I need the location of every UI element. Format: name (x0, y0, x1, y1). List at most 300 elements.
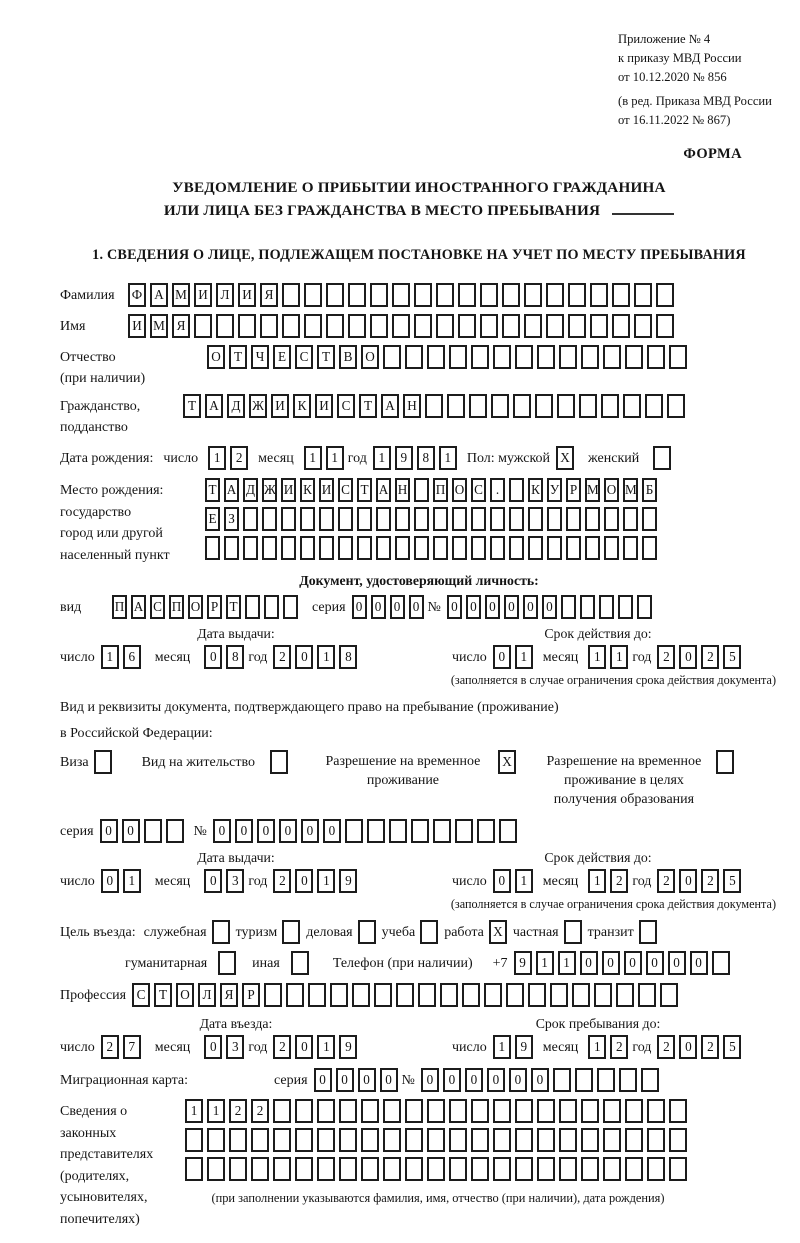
char-box[interactable]: 1 (317, 645, 335, 669)
char-box[interactable] (490, 507, 505, 531)
char-box[interactable]: 7 (123, 1035, 141, 1059)
char-box[interactable] (273, 1128, 291, 1152)
char-box[interactable]: 0 (485, 595, 500, 619)
char-box[interactable]: 1 (588, 869, 606, 893)
char-box[interactable] (669, 345, 687, 369)
char-box[interactable] (484, 983, 502, 1007)
char-box[interactable] (528, 536, 543, 560)
char-box[interactable] (229, 1128, 247, 1152)
char-box[interactable]: 1 (439, 446, 457, 470)
char-box[interactable] (645, 394, 663, 418)
char-box[interactable] (572, 983, 590, 1007)
char-box[interactable]: И (194, 283, 212, 307)
char-box[interactable] (669, 1099, 687, 1123)
char-box[interactable] (216, 314, 234, 338)
char-box[interactable] (642, 507, 657, 531)
char-box[interactable] (348, 283, 366, 307)
char-box[interactable]: П (112, 595, 127, 619)
char-box[interactable]: 2 (610, 869, 628, 893)
char-box[interactable]: З (224, 507, 239, 531)
char-box[interactable] (295, 1099, 313, 1123)
char-box[interactable] (361, 1157, 379, 1181)
char-box[interactable] (264, 595, 279, 619)
char-box[interactable] (581, 345, 599, 369)
char-box[interactable]: 2 (251, 1099, 269, 1123)
char-box[interactable] (205, 536, 220, 560)
char-box[interactable] (339, 1099, 357, 1123)
char-box[interactable] (506, 983, 524, 1007)
char-box[interactable] (427, 1128, 445, 1152)
char-box[interactable] (338, 536, 353, 560)
char-box[interactable] (561, 595, 576, 619)
char-box[interactable]: 0 (690, 951, 708, 975)
char-box[interactable]: 2 (273, 645, 291, 669)
char-box[interactable] (568, 314, 586, 338)
char-box[interactable] (361, 1099, 379, 1123)
char-box[interactable]: 0 (531, 1068, 549, 1092)
char-box[interactable] (509, 536, 524, 560)
char-box[interactable]: Е (273, 345, 291, 369)
business-checkbox[interactable] (358, 920, 376, 944)
char-box[interactable]: 8 (339, 645, 357, 669)
char-box[interactable]: Л (216, 283, 234, 307)
char-box[interactable] (537, 1099, 555, 1123)
char-box[interactable]: Д (227, 394, 245, 418)
char-box[interactable] (264, 983, 282, 1007)
char-box[interactable]: 0 (122, 819, 140, 843)
char-box[interactable] (166, 819, 184, 843)
char-box[interactable] (490, 536, 505, 560)
char-box[interactable] (273, 1157, 291, 1181)
char-box[interactable]: Д (243, 478, 258, 502)
char-box[interactable] (414, 283, 432, 307)
char-box[interactable] (425, 394, 443, 418)
char-box[interactable]: М (623, 478, 638, 502)
char-box[interactable]: 8 (417, 446, 435, 470)
char-box[interactable] (491, 394, 509, 418)
char-box[interactable] (546, 283, 564, 307)
char-box[interactable] (405, 345, 423, 369)
char-box[interactable] (641, 1068, 659, 1092)
char-box[interactable] (603, 1157, 621, 1181)
char-box[interactable]: 0 (352, 595, 367, 619)
char-box[interactable]: 6 (123, 645, 141, 669)
char-box[interactable]: 1 (610, 645, 628, 669)
char-box[interactable]: 0 (380, 1068, 398, 1092)
char-box[interactable]: Ф (128, 283, 146, 307)
char-box[interactable]: 0 (443, 1068, 461, 1092)
char-box[interactable] (194, 314, 212, 338)
char-box[interactable]: 0 (257, 819, 275, 843)
char-box[interactable] (251, 1157, 269, 1181)
char-box[interactable]: О (176, 983, 194, 1007)
char-box[interactable]: 0 (602, 951, 620, 975)
char-box[interactable]: Я (220, 983, 238, 1007)
char-box[interactable]: 0 (358, 1068, 376, 1092)
char-box[interactable]: 1 (515, 869, 533, 893)
char-box[interactable]: 2 (273, 1035, 291, 1059)
char-box[interactable] (260, 314, 278, 338)
char-box[interactable] (469, 394, 487, 418)
char-box[interactable] (477, 819, 495, 843)
char-box[interactable] (637, 595, 652, 619)
char-box[interactable]: 9 (514, 951, 532, 975)
char-box[interactable] (405, 1157, 423, 1181)
char-box[interactable] (559, 1128, 577, 1152)
char-box[interactable]: 9 (395, 446, 413, 470)
char-box[interactable] (509, 507, 524, 531)
char-box[interactable] (669, 1157, 687, 1181)
char-box[interactable] (471, 1128, 489, 1152)
char-box[interactable] (300, 507, 315, 531)
char-box[interactable] (411, 819, 429, 843)
char-box[interactable] (317, 1128, 335, 1152)
char-box[interactable] (370, 314, 388, 338)
char-box[interactable]: Т (183, 394, 201, 418)
char-box[interactable] (559, 1099, 577, 1123)
char-box[interactable] (537, 345, 555, 369)
char-box[interactable] (625, 345, 643, 369)
char-box[interactable]: Ч (251, 345, 269, 369)
char-box[interactable]: . (490, 478, 505, 502)
char-box[interactable] (447, 394, 465, 418)
char-box[interactable]: С (295, 345, 313, 369)
char-box[interactable] (594, 983, 612, 1007)
char-box[interactable] (433, 507, 448, 531)
char-box[interactable]: 9 (339, 869, 357, 893)
char-box[interactable] (207, 1128, 225, 1152)
char-box[interactable] (634, 283, 652, 307)
char-box[interactable] (144, 819, 162, 843)
char-box[interactable] (634, 314, 652, 338)
char-box[interactable]: А (150, 283, 168, 307)
char-box[interactable] (601, 394, 619, 418)
char-box[interactable] (281, 536, 296, 560)
char-box[interactable]: Т (154, 983, 172, 1007)
char-box[interactable]: 0 (295, 1035, 313, 1059)
char-box[interactable] (656, 314, 674, 338)
char-box[interactable] (537, 1157, 555, 1181)
char-box[interactable]: Т (229, 345, 247, 369)
char-box[interactable]: С (132, 983, 150, 1007)
char-box[interactable] (647, 1128, 665, 1152)
char-box[interactable]: 2 (701, 1035, 719, 1059)
char-box[interactable]: 1 (588, 1035, 606, 1059)
char-box[interactable] (528, 983, 546, 1007)
char-box[interactable] (319, 507, 334, 531)
char-box[interactable]: К (528, 478, 543, 502)
char-box[interactable] (603, 345, 621, 369)
char-box[interactable] (427, 1099, 445, 1123)
char-box[interactable] (493, 1099, 511, 1123)
char-box[interactable]: 0 (213, 819, 231, 843)
char-box[interactable]: 1 (558, 951, 576, 975)
char-box[interactable] (559, 1157, 577, 1181)
char-box[interactable] (625, 1099, 643, 1123)
char-box[interactable] (286, 983, 304, 1007)
char-box[interactable]: А (224, 478, 239, 502)
char-box[interactable] (535, 394, 553, 418)
char-box[interactable]: К (300, 478, 315, 502)
char-box[interactable] (480, 283, 498, 307)
char-box[interactable] (414, 478, 429, 502)
char-box[interactable]: 2 (657, 1035, 675, 1059)
char-box[interactable] (427, 345, 445, 369)
char-box[interactable] (647, 1099, 665, 1123)
char-box[interactable] (414, 536, 429, 560)
char-box[interactable]: 0 (523, 595, 538, 619)
study-checkbox[interactable] (420, 920, 438, 944)
char-box[interactable] (575, 1068, 593, 1092)
char-box[interactable] (229, 1157, 247, 1181)
char-box[interactable] (282, 283, 300, 307)
char-box[interactable]: 0 (279, 819, 297, 843)
char-box[interactable] (524, 283, 542, 307)
char-box[interactable] (547, 536, 562, 560)
char-box[interactable]: А (376, 478, 391, 502)
char-box[interactable] (395, 507, 410, 531)
humanitarian-checkbox[interactable] (218, 951, 236, 975)
char-box[interactable]: П (433, 478, 448, 502)
char-box[interactable] (515, 1128, 533, 1152)
char-box[interactable] (304, 283, 322, 307)
char-box[interactable]: 2 (273, 869, 291, 893)
temporary-residence-checkbox[interactable]: X (498, 750, 516, 774)
char-box[interactable] (625, 1128, 643, 1152)
char-box[interactable] (604, 507, 619, 531)
char-box[interactable] (436, 283, 454, 307)
char-box[interactable]: 0 (466, 595, 481, 619)
char-box[interactable] (603, 1099, 621, 1123)
char-box[interactable]: О (207, 345, 225, 369)
char-box[interactable] (395, 536, 410, 560)
char-box[interactable]: Т (317, 345, 335, 369)
char-box[interactable] (712, 951, 730, 975)
char-box[interactable] (352, 983, 370, 1007)
char-box[interactable] (553, 1068, 571, 1092)
char-box[interactable] (361, 1128, 379, 1152)
char-box[interactable]: 5 (723, 869, 741, 893)
char-box[interactable] (625, 1157, 643, 1181)
char-box[interactable]: 5 (723, 645, 741, 669)
female-checkbox[interactable] (653, 446, 671, 470)
char-box[interactable]: 1 (317, 869, 335, 893)
char-box[interactable] (612, 283, 630, 307)
char-box[interactable] (414, 507, 429, 531)
char-box[interactable]: С (338, 478, 353, 502)
char-box[interactable] (493, 1157, 511, 1181)
char-box[interactable]: 1 (208, 446, 226, 470)
char-box[interactable]: 0 (323, 819, 341, 843)
char-box[interactable] (449, 1157, 467, 1181)
char-box[interactable] (524, 314, 542, 338)
char-box[interactable]: 0 (235, 819, 253, 843)
char-box[interactable]: 0 (100, 819, 118, 843)
char-box[interactable] (243, 507, 258, 531)
char-box[interactable]: 0 (421, 1068, 439, 1092)
char-box[interactable] (616, 983, 634, 1007)
char-box[interactable] (458, 314, 476, 338)
char-box[interactable] (308, 983, 326, 1007)
char-box[interactable] (590, 283, 608, 307)
char-box[interactable]: 0 (301, 819, 319, 843)
char-box[interactable] (660, 983, 678, 1007)
char-box[interactable] (452, 536, 467, 560)
char-box[interactable] (458, 283, 476, 307)
char-box[interactable]: 0 (204, 645, 222, 669)
char-box[interactable] (383, 1128, 401, 1152)
char-box[interactable]: Е (205, 507, 220, 531)
char-box[interactable] (455, 819, 473, 843)
char-box[interactable]: Т (205, 478, 220, 502)
char-box[interactable]: И (128, 314, 146, 338)
char-box[interactable] (414, 314, 432, 338)
char-box[interactable] (462, 983, 480, 1007)
char-box[interactable]: С (150, 595, 165, 619)
char-box[interactable]: 1 (536, 951, 554, 975)
char-box[interactable] (449, 345, 467, 369)
char-box[interactable] (647, 345, 665, 369)
char-box[interactable] (300, 536, 315, 560)
char-box[interactable]: 0 (371, 595, 386, 619)
char-box[interactable]: 0 (204, 1035, 222, 1059)
char-box[interactable]: 0 (509, 1068, 527, 1092)
temporary-residence-education-checkbox[interactable] (716, 750, 734, 774)
char-box[interactable]: М (150, 314, 168, 338)
tourism-checkbox[interactable] (282, 920, 300, 944)
char-box[interactable] (405, 1099, 423, 1123)
char-box[interactable] (493, 345, 511, 369)
char-box[interactable] (515, 1157, 533, 1181)
char-box[interactable]: 0 (504, 595, 519, 619)
char-box[interactable] (502, 314, 520, 338)
char-box[interactable] (376, 507, 391, 531)
char-box[interactable] (515, 345, 533, 369)
char-box[interactable]: С (337, 394, 355, 418)
char-box[interactable] (452, 507, 467, 531)
char-box[interactable] (262, 536, 277, 560)
char-box[interactable]: Я (260, 283, 278, 307)
char-box[interactable]: 2 (230, 446, 248, 470)
char-box[interactable] (392, 283, 410, 307)
char-box[interactable]: 1 (185, 1099, 203, 1123)
char-box[interactable]: 1 (101, 645, 119, 669)
char-box[interactable] (647, 1157, 665, 1181)
char-box[interactable] (623, 394, 641, 418)
char-box[interactable]: Н (395, 478, 410, 502)
char-box[interactable]: 0 (624, 951, 642, 975)
char-box[interactable] (317, 1157, 335, 1181)
char-box[interactable]: 0 (295, 645, 313, 669)
char-box[interactable] (580, 595, 595, 619)
char-box[interactable] (238, 314, 256, 338)
char-box[interactable]: 1 (304, 446, 322, 470)
char-box[interactable]: И (319, 478, 334, 502)
char-box[interactable] (376, 536, 391, 560)
char-box[interactable]: А (131, 595, 146, 619)
char-box[interactable]: 0 (314, 1068, 332, 1092)
char-box[interactable]: 0 (493, 869, 511, 893)
char-box[interactable]: 0 (487, 1068, 505, 1092)
char-box[interactable] (440, 983, 458, 1007)
char-box[interactable]: Ж (262, 478, 277, 502)
char-box[interactable] (471, 1157, 489, 1181)
char-box[interactable]: 0 (646, 951, 664, 975)
char-box[interactable] (502, 283, 520, 307)
char-box[interactable] (251, 1128, 269, 1152)
char-box[interactable] (339, 1157, 357, 1181)
char-box[interactable]: 9 (339, 1035, 357, 1059)
char-box[interactable]: 8 (226, 645, 244, 669)
char-box[interactable]: 0 (679, 645, 697, 669)
char-box[interactable] (304, 314, 322, 338)
char-box[interactable]: 1 (515, 645, 533, 669)
char-box[interactable] (185, 1157, 203, 1181)
char-box[interactable]: А (205, 394, 223, 418)
char-box[interactable] (224, 536, 239, 560)
char-box[interactable] (581, 1128, 599, 1152)
char-box[interactable]: 1 (373, 446, 391, 470)
char-box[interactable] (499, 819, 517, 843)
char-box[interactable] (319, 536, 334, 560)
char-box[interactable]: 0 (668, 951, 686, 975)
char-box[interactable] (367, 819, 385, 843)
char-box[interactable]: И (271, 394, 289, 418)
char-box[interactable] (550, 983, 568, 1007)
char-box[interactable] (418, 983, 436, 1007)
char-box[interactable] (245, 595, 260, 619)
char-box[interactable] (396, 983, 414, 1007)
char-box[interactable] (599, 595, 614, 619)
char-box[interactable]: Т (357, 478, 372, 502)
char-box[interactable] (449, 1099, 467, 1123)
char-box[interactable] (513, 394, 531, 418)
char-box[interactable] (392, 314, 410, 338)
char-box[interactable]: 2 (657, 869, 675, 893)
char-box[interactable]: 1 (588, 645, 606, 669)
char-box[interactable]: Б (642, 478, 657, 502)
char-box[interactable] (370, 283, 388, 307)
char-box[interactable]: 2 (610, 1035, 628, 1059)
char-box[interactable] (581, 1157, 599, 1181)
char-box[interactable] (281, 507, 296, 531)
char-box[interactable] (436, 314, 454, 338)
char-box[interactable] (262, 507, 277, 531)
char-box[interactable]: 0 (542, 595, 557, 619)
char-box[interactable]: Ж (249, 394, 267, 418)
char-box[interactable] (243, 536, 258, 560)
char-box[interactable]: 0 (336, 1068, 354, 1092)
char-box[interactable] (427, 1157, 445, 1181)
char-box[interactable] (590, 314, 608, 338)
char-box[interactable]: 1 (207, 1099, 225, 1123)
transit-checkbox[interactable] (639, 920, 657, 944)
char-box[interactable]: 2 (229, 1099, 247, 1123)
char-box[interactable] (348, 314, 366, 338)
char-box[interactable] (603, 1128, 621, 1152)
char-box[interactable]: М (172, 283, 190, 307)
char-box[interactable] (317, 1099, 335, 1123)
char-box[interactable]: О (188, 595, 203, 619)
char-box[interactable] (547, 507, 562, 531)
char-box[interactable] (471, 536, 486, 560)
char-box[interactable]: М (585, 478, 600, 502)
char-box[interactable] (493, 1128, 511, 1152)
other-checkbox[interactable] (291, 951, 309, 975)
char-box[interactable]: К (293, 394, 311, 418)
char-box[interactable] (557, 394, 575, 418)
char-box[interactable]: Р (207, 595, 222, 619)
